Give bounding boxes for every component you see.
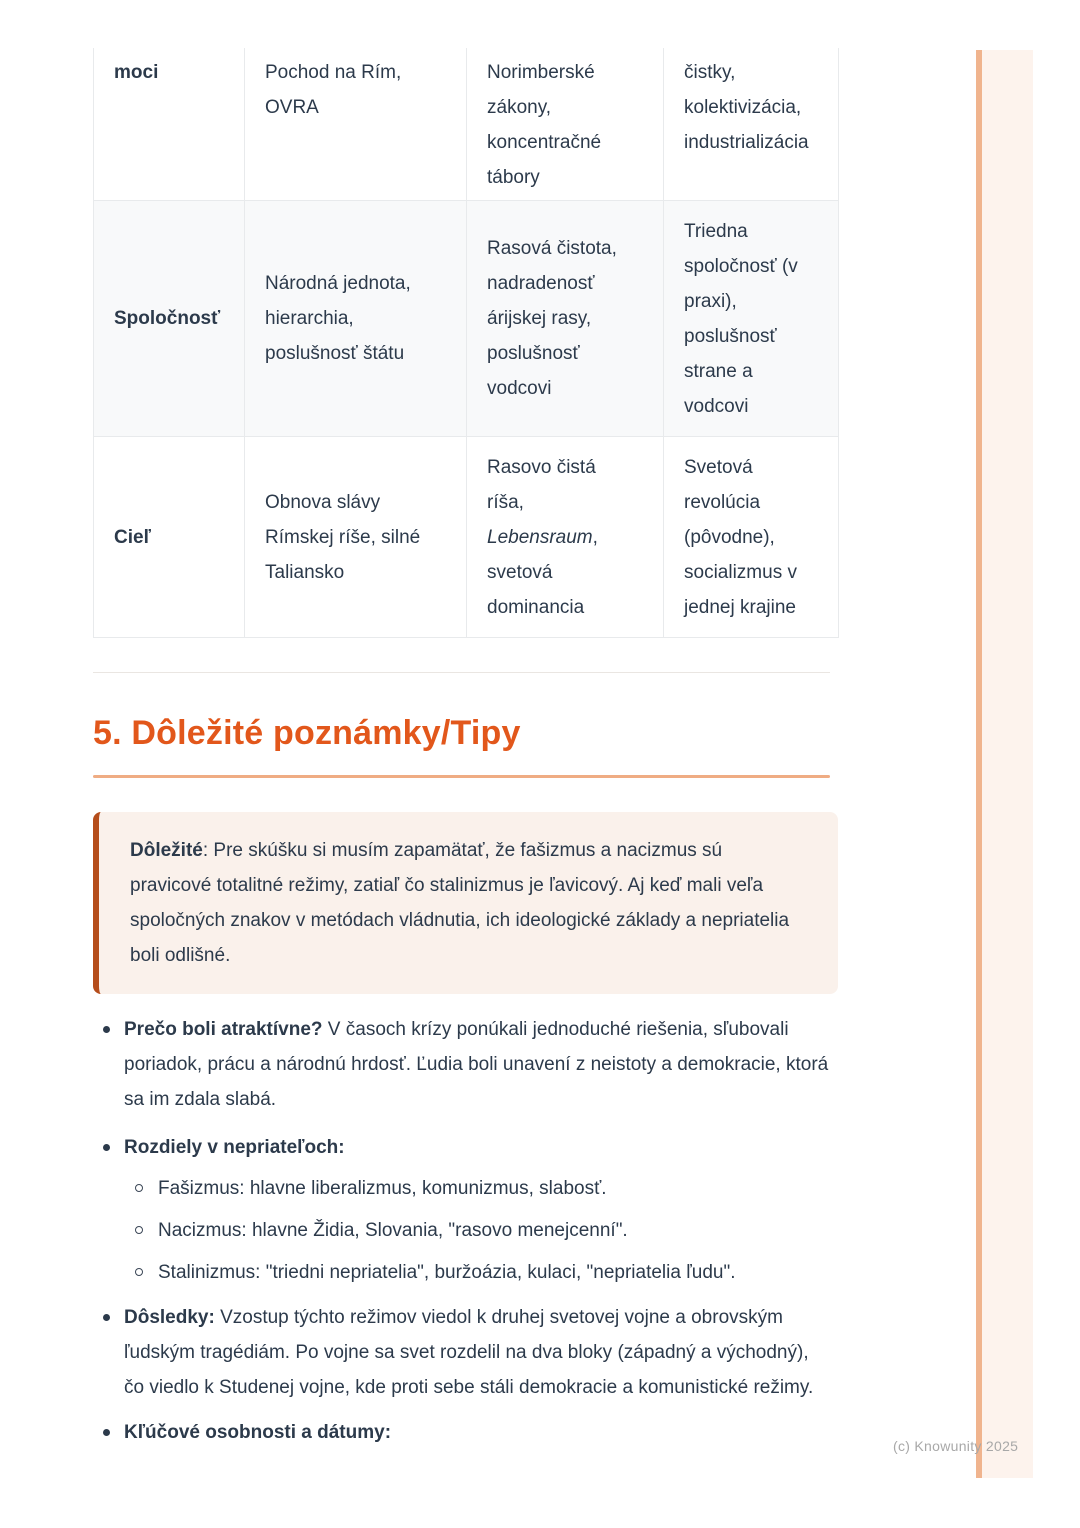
- callout-lead: Dôležité: [130, 840, 203, 861]
- cell-line: jednej krajine: [684, 596, 796, 618]
- section-title-underline: [93, 775, 830, 778]
- table-cell: [664, 437, 839, 637]
- list-item-lead: Rozdiely v nepriateľoch:: [124, 1137, 345, 1158]
- table-cell: [245, 48, 467, 200]
- cell-line: ríša,: [487, 491, 524, 513]
- table-cell: [664, 48, 839, 200]
- cell-line: spoločnosť (v: [684, 255, 798, 277]
- list-item: [93, 1415, 833, 1450]
- sub-list-item: [127, 1255, 833, 1290]
- hollow-bullet-icon: [127, 1171, 158, 1206]
- important-callout: [93, 812, 838, 994]
- table-row: [94, 48, 839, 201]
- cell-line: árijskej rasy,: [487, 308, 592, 329]
- cell-line: strane a: [684, 360, 753, 382]
- list-item: [93, 1130, 833, 1290]
- cell-line: poslušnosť: [487, 343, 580, 364]
- sub-list: [127, 1171, 833, 1290]
- table-row: [94, 201, 839, 437]
- cell-line: svetová: [487, 561, 553, 583]
- cell-line: Pochod na Rím,: [265, 62, 402, 83]
- sub-list-item-text: Fašizmus: hlavne liberalizmus, komunizmus, slabosť.: [158, 1178, 607, 1199]
- table-row: [94, 437, 839, 638]
- cell-line: Národná jednota,: [265, 273, 411, 294]
- cell-line: čistky,: [684, 62, 736, 83]
- table-cell: [467, 437, 664, 637]
- hollow-bullet-icon: [127, 1255, 158, 1290]
- cell-line: Triedna: [684, 220, 748, 242]
- cell-line: revolúcia: [684, 491, 761, 513]
- table-cell-label: [94, 48, 245, 200]
- cell-line-italic: [487, 520, 649, 555]
- table-cell: [467, 201, 664, 436]
- sub-list-item-text: Stalinizmus: "triedni nepriatelia", buržoázia, kulaci, "nepriatelia ľudu".: [158, 1262, 736, 1283]
- list-item-text: [124, 1012, 833, 1117]
- table-cell: [245, 437, 467, 637]
- notes-list: [93, 1012, 833, 1463]
- table-cell-label: [94, 201, 245, 436]
- cell-line-tail: ,: [592, 526, 598, 548]
- bullet-icon: [93, 1300, 124, 1405]
- cell-line: poslušnosť: [684, 325, 777, 347]
- cell-line: tábory: [487, 167, 540, 188]
- cell-line: Obnova slávy: [265, 491, 381, 513]
- cell-line: Rímskej ríše, silné: [265, 526, 421, 548]
- list-item-text: [124, 1130, 833, 1290]
- hollow-bullet-icon: [127, 1213, 158, 1248]
- cell-line: Svetová: [684, 456, 753, 478]
- list-item-body: V časoch krízy ponúkali jednoduché riešenia, sľubovali poriadok, prácu a národnú hrdosť. Ľudia boli unavení z neistoty a demokracie, ktorá sa im zdala slabá.: [124, 1019, 829, 1110]
- cell-line: (pôvodne),: [684, 526, 775, 548]
- sub-list-item-text: Nacizmus: hlavne Židia, Slovania, "rasovo menejcenní".: [158, 1220, 628, 1241]
- cell-line: hierarchia,: [265, 308, 354, 329]
- cell-line: Rasová čistota,: [487, 238, 617, 259]
- cell-line: kolektivizácia,: [684, 97, 802, 118]
- cell-line: nadradenosť: [487, 273, 595, 294]
- cell-line: Rasovo čistá: [487, 456, 596, 478]
- list-item-lead: Kľúčové osobnosti a dátumy:: [124, 1422, 392, 1443]
- cell-line: Norimberské: [487, 62, 595, 83]
- comparison-table: [93, 48, 839, 638]
- sub-list-item: [127, 1213, 833, 1248]
- cell-line: socializmus v: [684, 561, 797, 583]
- cell-line: moci: [114, 62, 159, 83]
- bullet-icon: [93, 1012, 124, 1117]
- cell-line: praxi),: [684, 290, 737, 312]
- list-item-text: [124, 1415, 833, 1450]
- table-cell-label: [94, 437, 245, 637]
- cell-line: vodcovi: [487, 378, 552, 399]
- cell-line: dominancia: [487, 596, 585, 618]
- page-edge-stripe-fill: [982, 50, 1033, 1478]
- cell-line: Spoločnosť: [114, 308, 221, 329]
- bullet-icon: [93, 1415, 124, 1450]
- copyright-watermark: (c) Knowunity 2025: [893, 1438, 1019, 1454]
- table-cell: [245, 201, 467, 436]
- section-title: 5. Dôležité poznámky/Tipy: [93, 714, 521, 752]
- cell-line: zákony,: [487, 97, 552, 118]
- cell-line: poslušnosť štátu: [265, 343, 405, 364]
- cell-line: OVRA: [265, 97, 319, 118]
- sub-list-item: [127, 1171, 833, 1206]
- list-item-text: [124, 1300, 833, 1405]
- callout-text: [130, 833, 802, 973]
- list-item-lead: Prečo boli atraktívne?: [124, 1019, 323, 1040]
- section-divider: [93, 672, 830, 673]
- cell-line: koncentračné: [487, 132, 602, 153]
- list-item: [93, 1300, 833, 1405]
- cell-line: Taliansko: [265, 561, 345, 583]
- table-cell: [467, 48, 664, 200]
- cell-line: industrializácia: [684, 132, 809, 153]
- bullet-icon: [93, 1130, 124, 1290]
- cell-line: vodcovi: [684, 395, 749, 417]
- table-cell: [664, 201, 839, 436]
- list-item: [93, 1012, 833, 1117]
- list-item-body: Vzostup týchto režimov viedol k druhej svetovej vojne a obrovským ľudským tragédiám. Po vojne sa svet rozdelil na dva bloky (západný a východný), čo viedlo k Studenej vojne, kde proti sebe stáli demokracie a komunistické režimy.: [124, 1307, 814, 1398]
- list-item-lead: Dôsledky:: [124, 1307, 215, 1328]
- cell-line: Cieľ: [114, 526, 151, 548]
- italic-term: Lebensraum: [487, 526, 593, 548]
- callout-body: : Pre skúšku si musím zapamätať, že fašizmus a nacizmus sú pravicové totalitné režimy, zatiaľ čo stalinizmus je ľavicový. Aj keď mali veľa spoločných znakov v metódach vládnutia, ich ideologické základy a nepriatelia boli odlišné.: [130, 840, 790, 966]
